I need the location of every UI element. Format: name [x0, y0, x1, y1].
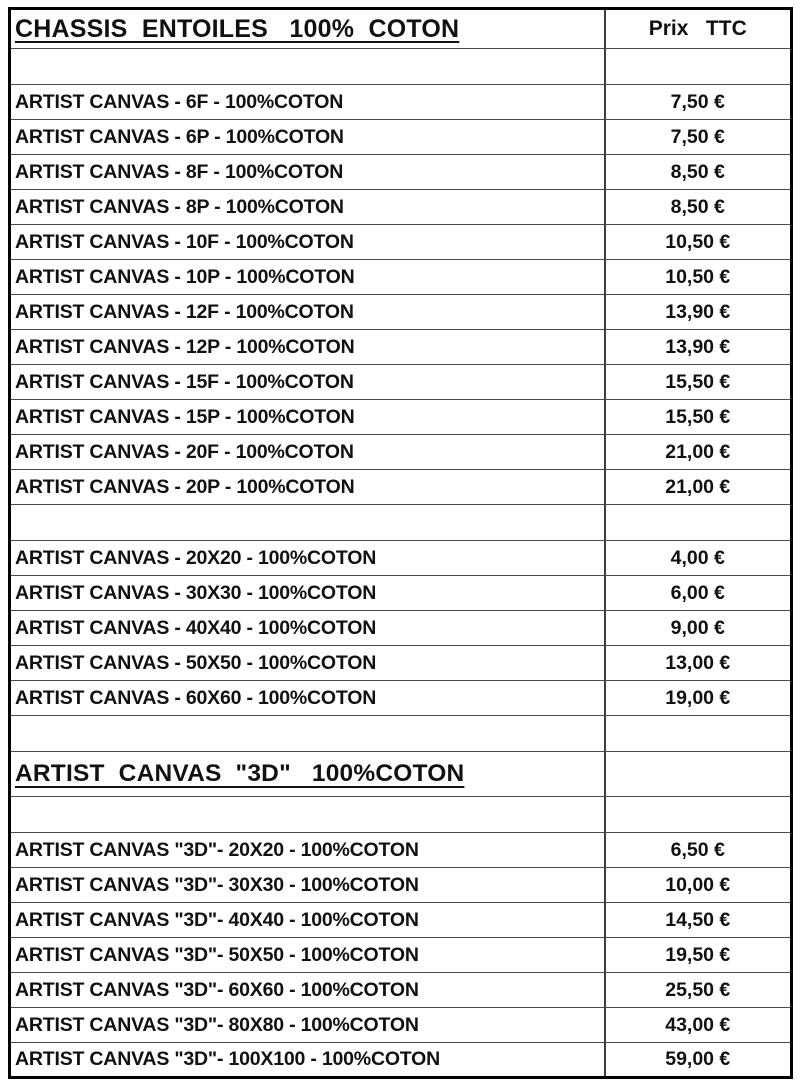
- item-label: ARTIST CANVAS - 50X50 - 100%COTON: [10, 646, 605, 681]
- empty-cell: [10, 505, 605, 541]
- item-price: 7,50 €: [605, 85, 792, 120]
- empty-cell: [10, 797, 605, 833]
- table-row: [10, 470, 792, 505]
- empty-price-cell: [605, 505, 792, 541]
- item-label: ARTIST CANVAS - 15F - 100%COTON: [10, 365, 605, 400]
- table-row: [10, 330, 792, 365]
- item-label: ARTIST CANVAS - 6F - 100%COTON: [10, 85, 605, 120]
- empty-price-cell: [605, 752, 792, 797]
- item-price: 19,00 €: [605, 681, 792, 716]
- item-price: 25,50 €: [605, 973, 792, 1008]
- section-header-row: [10, 752, 792, 797]
- spacer-row: [10, 716, 792, 752]
- section-title: ARTIST CANVAS "3D" 100%COTON: [10, 752, 605, 797]
- spacer-row: [10, 797, 792, 833]
- item-price: 10,00 €: [605, 868, 792, 903]
- item-label: ARTIST CANVAS "3D"- 30X30 - 100%COTON: [10, 868, 605, 903]
- spacer-row: [10, 505, 792, 541]
- item-price: 9,00 €: [605, 611, 792, 646]
- table-row: [10, 1008, 792, 1043]
- table-row: [10, 155, 792, 190]
- item-price: 10,50 €: [605, 225, 792, 260]
- item-label: ARTIST CANVAS - 60X60 - 100%COTON: [10, 681, 605, 716]
- item-price: 13,90 €: [605, 295, 792, 330]
- item-label: ARTIST CANVAS - 40X40 - 100%COTON: [10, 611, 605, 646]
- item-label: ARTIST CANVAS - 8P - 100%COTON: [10, 190, 605, 225]
- table-row: [10, 833, 792, 868]
- item-label: ARTIST CANVAS - 12F - 100%COTON: [10, 295, 605, 330]
- table-row: [10, 435, 792, 470]
- item-label: ARTIST CANVAS "3D"- 60X60 - 100%COTON: [10, 973, 605, 1008]
- item-price: 14,50 €: [605, 903, 792, 938]
- table-row: [10, 611, 792, 646]
- empty-price-cell: [605, 797, 792, 833]
- item-label: ARTIST CANVAS - 20P - 100%COTON: [10, 470, 605, 505]
- table-row: [10, 225, 792, 260]
- item-price: 21,00 €: [605, 470, 792, 505]
- table-row: [10, 868, 792, 903]
- item-label: ARTIST CANVAS - 10P - 100%COTON: [10, 260, 605, 295]
- item-price: 6,50 €: [605, 833, 792, 868]
- empty-cell: [10, 49, 605, 85]
- empty-cell: [10, 716, 605, 752]
- item-label: ARTIST CANVAS - 15P - 100%COTON: [10, 400, 605, 435]
- item-label: ARTIST CANVAS - 20X20 - 100%COTON: [10, 541, 605, 576]
- item-price: 7,50 €: [605, 120, 792, 155]
- item-price: 15,50 €: [605, 400, 792, 435]
- item-label: ARTIST CANVAS "3D"- 40X40 - 100%COTON: [10, 903, 605, 938]
- item-price: 8,50 €: [605, 155, 792, 190]
- empty-price-cell: [605, 716, 792, 752]
- price-table: [8, 7, 793, 1079]
- item-label: ARTIST CANVAS "3D"- 100X100 - 100%COTON: [10, 1043, 605, 1078]
- table-row: [10, 576, 792, 611]
- item-label: ARTIST CANVAS - 6P - 100%COTON: [10, 120, 605, 155]
- table-row: [10, 973, 792, 1008]
- item-price: 13,00 €: [605, 646, 792, 681]
- item-label: ARTIST CANVAS "3D"- 80X80 - 100%COTON: [10, 1008, 605, 1043]
- table-row: [10, 260, 792, 295]
- item-price: 59,00 €: [605, 1043, 792, 1078]
- table-row: [10, 365, 792, 400]
- empty-price-cell: [605, 49, 792, 85]
- item-label: ARTIST CANVAS - 10F - 100%COTON: [10, 225, 605, 260]
- table-row: [10, 120, 792, 155]
- table-row: [10, 541, 792, 576]
- page-title: CHASSIS ENTOILES 100% COTON: [10, 9, 605, 49]
- item-price: 10,50 €: [605, 260, 792, 295]
- item-label: ARTIST CANVAS - 30X30 - 100%COTON: [10, 576, 605, 611]
- item-price: 4,00 €: [605, 541, 792, 576]
- table-row: [10, 190, 792, 225]
- table-row: [10, 1043, 792, 1078]
- table-row: [10, 400, 792, 435]
- price-column-header: Prix TTC: [605, 9, 792, 49]
- item-price: 8,50 €: [605, 190, 792, 225]
- table-row: [10, 646, 792, 681]
- item-label: ARTIST CANVAS "3D"- 50X50 - 100%COTON: [10, 938, 605, 973]
- item-label: ARTIST CANVAS "3D"- 20X20 - 100%COTON: [10, 833, 605, 868]
- item-price: 19,50 €: [605, 938, 792, 973]
- item-label: ARTIST CANVAS - 8F - 100%COTON: [10, 155, 605, 190]
- table-row: [10, 938, 792, 973]
- table-row: [10, 85, 792, 120]
- table-row: [10, 295, 792, 330]
- item-price: 13,90 €: [605, 330, 792, 365]
- item-price: 43,00 €: [605, 1008, 792, 1043]
- item-label: ARTIST CANVAS - 12P - 100%COTON: [10, 330, 605, 365]
- table-header-row: [10, 9, 792, 49]
- item-price: 21,00 €: [605, 435, 792, 470]
- item-price: 15,50 €: [605, 365, 792, 400]
- item-price: 6,00 €: [605, 576, 792, 611]
- item-label: ARTIST CANVAS - 20F - 100%COTON: [10, 435, 605, 470]
- table-row: [10, 681, 792, 716]
- spacer-row: [10, 49, 792, 85]
- table-row: [10, 903, 792, 938]
- price-table-body: [10, 9, 792, 1078]
